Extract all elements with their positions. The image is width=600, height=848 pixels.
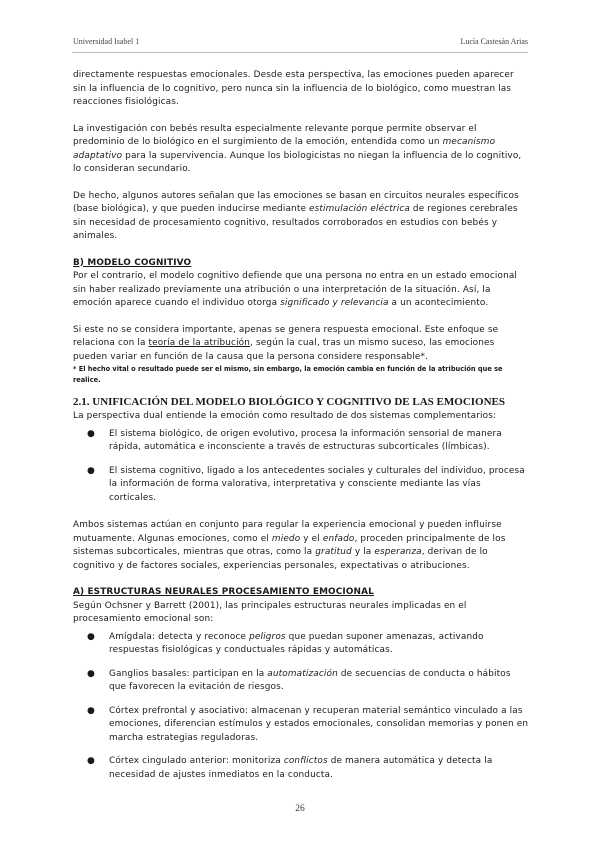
bullet-icon: ● [87,465,96,476]
list-item: ● Córtex cingulado anterior: monitoriza conflictos de manera automática y detecta la necesidad de ajustes inmediatos en la conducta. [87,756,493,780]
header-author: Lucía Castesán Arias [460,37,528,46]
bullet-icon: ● [87,668,96,679]
header-divider [72,52,528,53]
list-item: ● Amígdala: detecta y reconoce peligros que puedan suponer amenazas, activando respuestas fisiológicas y conductuales rápidas y automáticas. [87,631,484,655]
footnote: * El hecho vital o resultado puede ser el mismo, sin embargo, la emoción cambia en función de la atribución que se realice. [73,365,503,384]
subheading-neural-structures: A) ESTRUCTURAS NEURALES PROCESAMIENTO EMOCIONAL [73,587,374,597]
section-title: 2.1. UNIFICACIÓN DEL MODELO BIOLÓGICO Y COGNITIVO DE LAS EMOCIONES [73,396,505,408]
header-university: Universidad Isabel 1 [73,37,140,46]
paragraph-dual-perspective: La perspectiva dual entiende la emoción como resultado de dos sistemas complementarios: [73,411,497,421]
paragraph-cognitive-model: Por el contrario, el modelo cognitivo defiende que una persona no entra en un estado emocional sin haber realizado previamente una atribución o una interpretación de la situación. Así, la emoción aparece cuando el individuo otorga significado y relevancia a un acontecimiento. [73,271,518,308]
bullet-icon: ● [87,756,96,766]
list-item: ● Ganglios basales: participan en la automatización de secuencias de conducta o hábitos que favorecen la evitación de riesgos. [87,668,511,692]
list-item: ● Córtex prefrontal y asociativo: almacenan y recuperan material semántico vinculado a las emociones, diferencian estímulos y estados emocionales, consolidan memorias y ponen en marcha estrategias reguladoras. [87,705,529,743]
bullet-icon: ● [87,705,96,716]
dual-systems-list [73,428,529,506]
paragraph-baby-research: La investigación con bebés resulta especialmente relevante porque permite observar el predominio de lo biológico en el surgimiento de la emoción, entendida como un mecanismo adaptativo para la supervivencia. Aunque los biologicistas no niegan la influencia de lo cognitivo, lo consideran secundario. [73,123,522,174]
paragraph-ochsner-barrett: Según Ochsner y Barrett (2001), las principales estructuras neurales implicadas en el procesamiento emocional son: [73,600,467,624]
list-item: ● El sistema cognitivo, ligado a los antecedentes sociales y culturales del individuo, procesa la información de forma valorativa, interpretativa y consciente mediante las vías corticales. [87,465,525,503]
bullet-icon: ● [87,631,96,642]
neural-structures-list [73,631,529,783]
paragraph-biological-perspective: directamente respuestas emocionales. Desde esta perspectiva, las emociones pueden aparecer sin la influencia de lo cognitivo, pero nunca sin la influencia de lo biológico, como muestran las reacciones fisiológicas. [73,70,514,107]
paragraph-systems-interaction: Ambos sistemas actúan en conjunto para regular la experiencia emocional y pueden influirse mutuamente. Algunas emociones, como el miedo y el enfado, proceden principalmente de los sistemas subcorticales, mientras que otras, como la gratitud y la esperanza, derivan de lo cognitivo y de factores sociales, experiencias personales, expectativas o atribuciones. [73,520,506,571]
paragraph-neural-circuits: De hecho, algunos autores señalan que las emociones se basan en circuitos neurales específicos (base biológica), y que pueden inducirse mediante estimulación eléctrica de regiones cerebrales sin necesidad de procesamiento cognitivo, resultados corroborados en estudios con bebés y animales. [73,190,519,241]
page-body [73,69,529,796]
paragraph-attribution: Si este no se considera importante, apenas se genera respuesta emocional. Este enfoque se relaciona con la teoría de la atribución, según la cual, tras un mismo suceso, las emociones pueden variar en función de la causa que la persona considere responsable*. [73,324,499,362]
page-number: 26 [295,804,305,814]
list-item: ● El sistema biológico, de origen evolutivo, procesa la información sensorial de manera rápida, automática e inconsciente a través de estructuras subcorticales (límbicas). [87,428,502,452]
bullet-icon: ● [87,428,96,439]
attribution-theory-term: teoría de la atribución [148,338,251,348]
subheading-cognitive-model: B) MODELO COGNITIVO [73,257,192,268]
